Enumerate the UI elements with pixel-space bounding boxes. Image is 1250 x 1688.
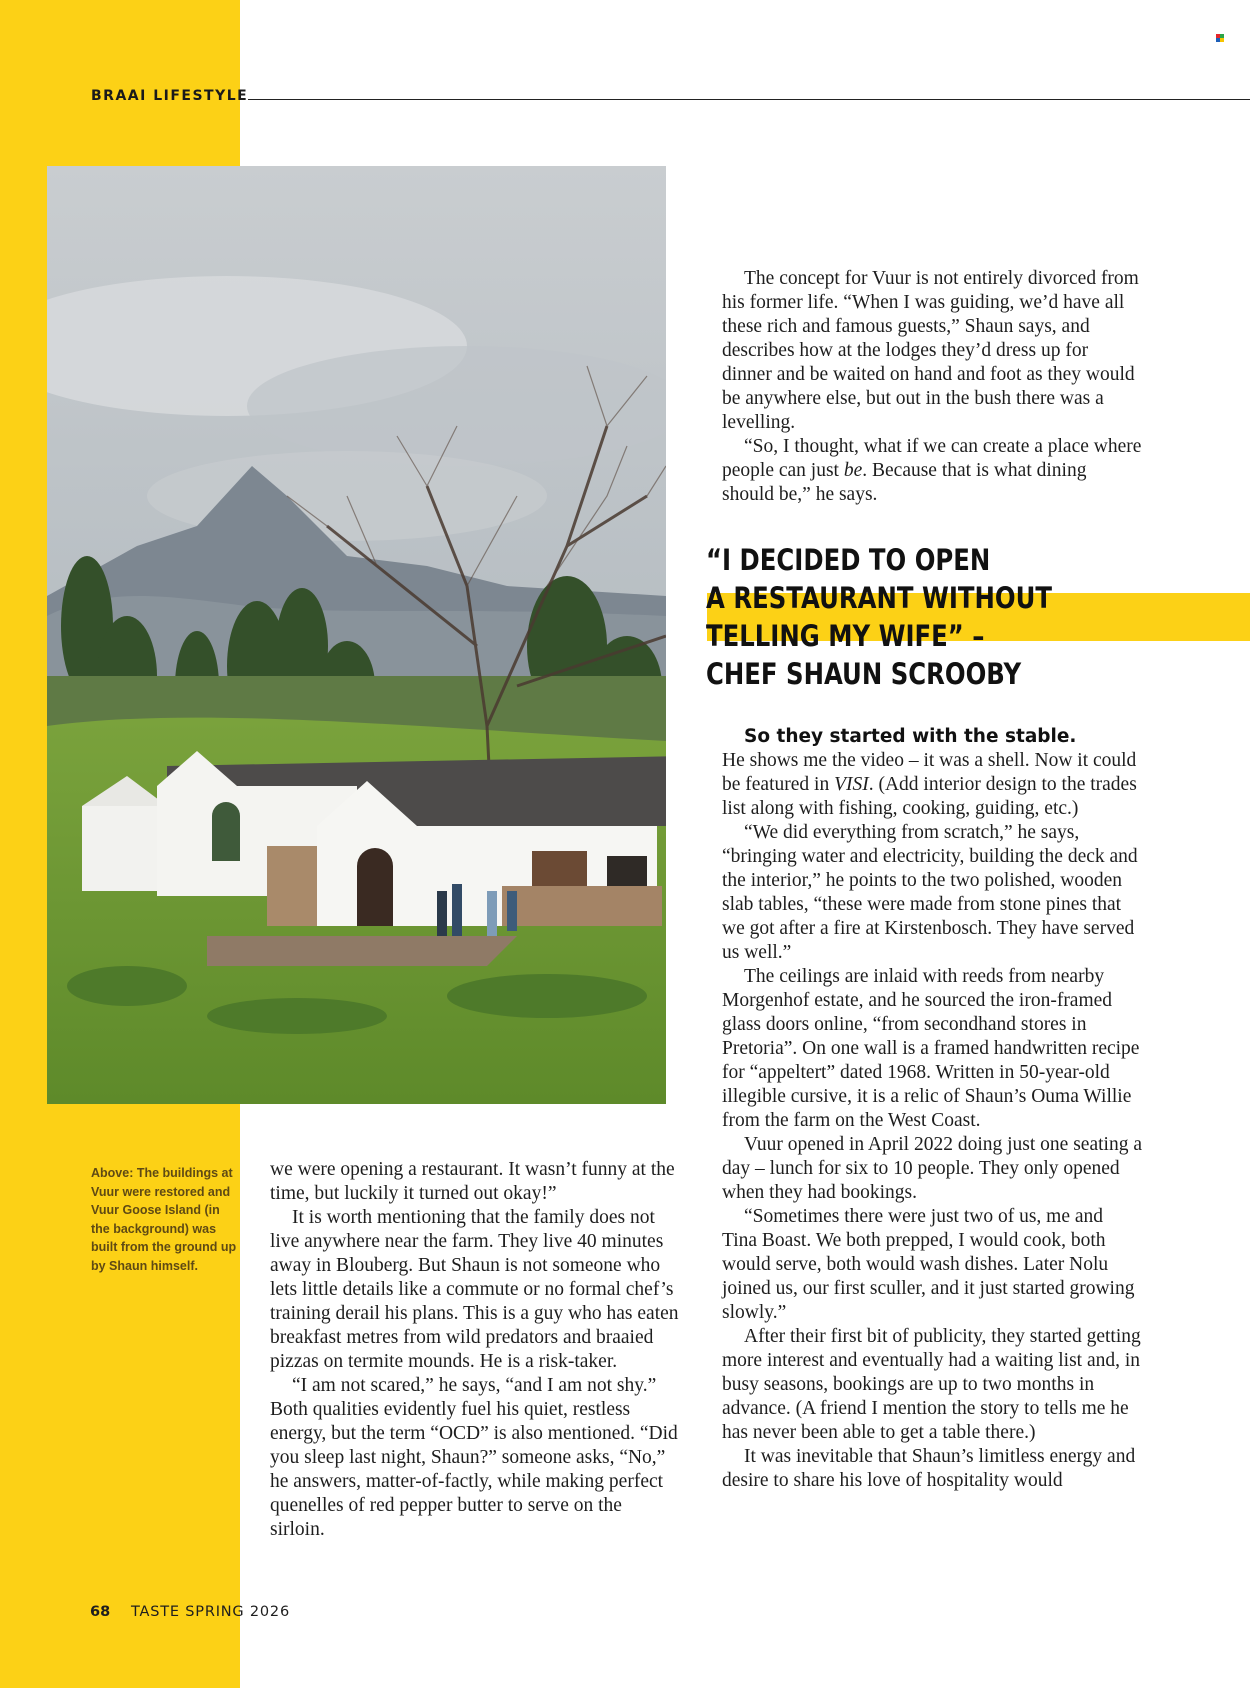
text-segment: . Because that is what dining should be,” he says. — [722, 460, 1087, 505]
section-label: BRAAI LIFESTYLE — [91, 88, 249, 104]
pull-quote — [706, 541, 1143, 693]
body-paragraph — [722, 749, 1142, 821]
text-segment: . (Add interior design to the trades list along with fishing, cooking, guiding, etc.) — [722, 774, 1137, 819]
emphasis-text: be — [843, 460, 863, 481]
body-paragraph: The ceilings are inlaid with reeds from nearby Morgenhof estate, and he sourced the iron-framed glass doors online, “from secondhand stores in Pretoria”. On one wall is a framed handwritten recipe for “appeltert” dated 1968. Written in 50-year-old illegible cursive, it is a relic of Shaun’s Ouma Willie from the farm on the West Coast. — [722, 966, 1140, 1131]
body-paragraph: After their first bit of publicity, they started getting more interest and eventually had a waiting list and, in busy seasons, bookings are up to two months in advance. (A friend I mention the story to tells me he has never been able to get a table there.) — [722, 1326, 1141, 1443]
body-paragraph: “We did everything from scratch,” he says, “bringing water and electricity, building the deck and the interior,” he points to the two polished, wooden slab tables, “these were made from stone pines that we got after a fire at Kirstenbosch. They have served us well.” — [722, 822, 1138, 963]
body-paragraph: The concept for Vuur is not entirely divorced from his former life. “When I was guiding, we’d have all these rich and famous guests,” Shaun says, and describes how at the lodges they’d dress up for dinner and be waited on hand and foot as they would be anywhere else, but out in the bush there was a levelling. — [722, 268, 1139, 433]
subhead: So they started with the stable. — [744, 726, 1077, 747]
article-column-left — [270, 1158, 680, 1542]
text-segment: He shows me the video – it was a shell. Now it could be featured in — [722, 750, 1137, 795]
farmhouse-photo — [47, 166, 666, 1104]
pull-quote-line: A RESTAURANT WITHOUT — [706, 581, 1053, 615]
header-rule — [248, 99, 1250, 100]
body-paragraph — [722, 435, 1142, 507]
pull-quote-line: TELLING MY WIFE” – — [706, 619, 985, 653]
text-segment: “So, I thought, what if we can create a place where people can just — [722, 436, 1142, 481]
issue-label: TASTE SPRING 2026 — [131, 1604, 290, 1620]
color-registration-icon — [1216, 34, 1224, 42]
body-paragraph: we were opening a restaurant. It wasn’t funny at the time, but luckily it turned out okay!” — [270, 1159, 675, 1204]
pull-quote-line: CHEF SHAUN SCROOBY — [706, 657, 1022, 691]
article-column-right-bottom — [722, 725, 1142, 1493]
article-column-right-top — [722, 267, 1142, 507]
body-paragraph: Vuur opened in April 2022 doing just one seating a day – lunch for six to 10 people. They only opened when they had bookings. — [722, 1134, 1142, 1203]
body-paragraph: It is worth mentioning that the family does not live anywhere near the farm. They live 40 minutes away in Blouberg. But Shaun is not someone who lets little details like a commute or no formal chef’s training derail his plans. This is a guy who has eaten breakfast metres from wild predators and braaied pizzas on termite mounds. He is a risk-taker. — [270, 1207, 679, 1372]
pull-quote-line: “I DECIDED TO OPEN — [706, 543, 991, 577]
photo-caption: Above: The buildings at Vuur were restored and Vuur Goose Island (in the background) was built from the ground up by Shaun himself. — [91, 1166, 237, 1273]
page-number: 68 — [90, 1604, 111, 1620]
body-paragraph: “Sometimes there were just two of us, me and Tina Boast. We both prepped, I would cook, both would serve, both would wash dishes. Later Nolu joined us, our first sculler, and it just started growing slowly.” — [722, 1206, 1135, 1323]
body-paragraph: “I am not scared,” he says, “and I am not shy.” Both qualities evidently fuel his quiet, restless energy, but the term “OCD” is also mentioned. “Did you sleep last night, Shaun?” someone asks, “No,” he answers, matter-of-factly, while making perfect quenelles of red pepper butter to serve on the sirloin. — [270, 1375, 678, 1540]
emphasis-text: VISI — [834, 774, 869, 795]
body-paragraph: It was inevitable that Shaun’s limitless energy and desire to share his love of hospitality would — [722, 1446, 1136, 1491]
